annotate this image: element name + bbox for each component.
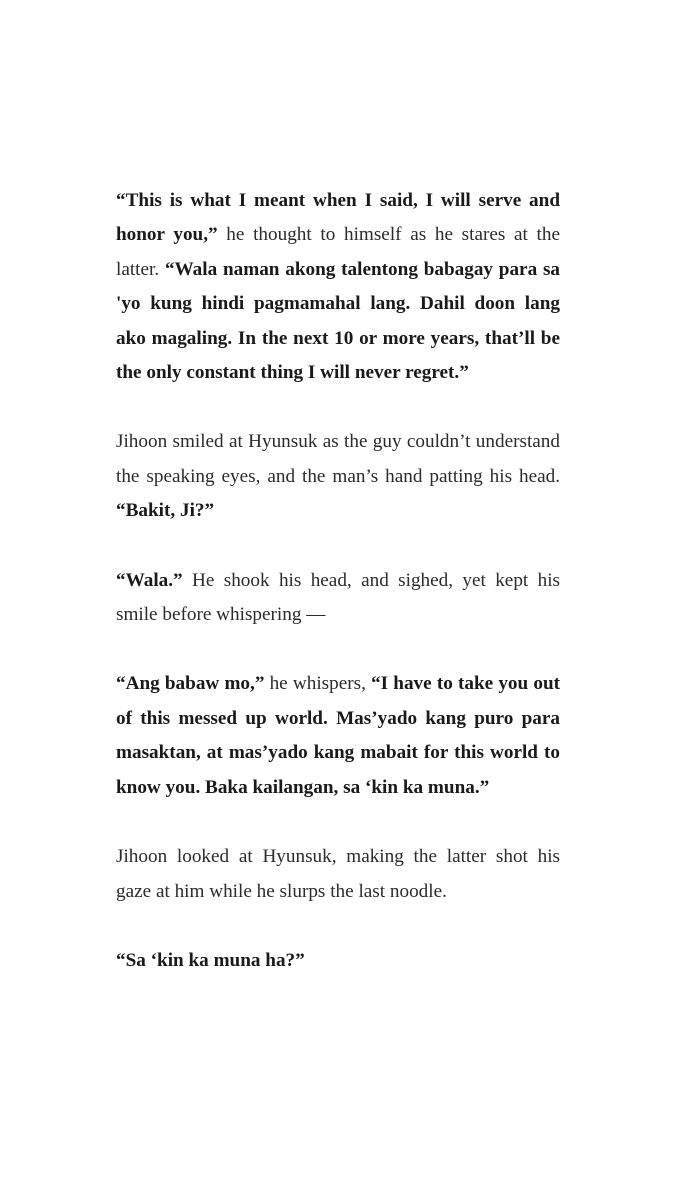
dialogue-talentong: “Wala naman akong talentong babagay para sa 'yo kung hindi pagmamahal lang. Dahil doon lang ako magaling. In the next 10 or more years, that’ll be the only constant thing I will never regret.” (116, 258, 560, 384)
paragraph-5 (116, 840, 560, 909)
dialogue-serve-and-honor: “This is what I meant when I said, I will serve and honor you,” (116, 190, 560, 246)
narration-jihoon-smiled: Jihoon smiled at Hyunsuk as the guy couldn’t understand the speaking eyes, and the man’s hand patting his head. (116, 431, 560, 487)
dialogue-sa-kin-ka-muna: “Sa ‘kin ka muna ha?” (116, 949, 305, 971)
dialogue-take-you-out: “I have to take you out of this messed up world. Mas’yado kang puro para masaktan, at mas’yado kang mabait for this world to know you. Baka kailangan, sa ‘kin ka muna.” (116, 673, 561, 798)
paragraph-1 (116, 184, 560, 390)
paragraph-4 (116, 667, 560, 805)
narration-jihoon-looked: Jihoon looked at Hyunsuk, making the latter shot his gaze at him while he slurps the last noodle. (116, 846, 560, 902)
narration-shook-head: He shook his head, and sighed, yet kept his smile before whispering — (116, 569, 560, 626)
narration-thought: he thought to himself as he stares at the latter. (116, 224, 560, 280)
story-text (116, 184, 560, 978)
narration-whispers: he whispers, (264, 673, 372, 695)
paragraph-2 (116, 425, 560, 528)
dialogue-bakit-ji: “Bakit, Ji?” (116, 500, 215, 522)
paragraph-6 (116, 944, 560, 978)
dialogue-wala: “Wala.” (116, 569, 183, 591)
dialogue-ang-babaw: “Ang babaw mo,” (116, 673, 265, 695)
paragraph-3 (116, 564, 560, 633)
